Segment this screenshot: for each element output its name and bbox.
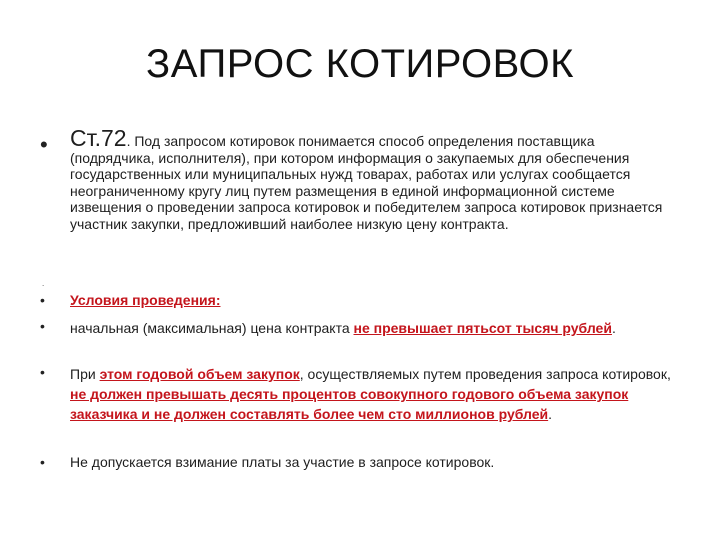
bullet-dot: • [40,132,48,157]
slide-title: ЗАПРОС КОТИРОВОК [146,42,574,86]
bullet-dot: • [40,318,45,334]
annual-volume-body-2: , осуществляемых путем проведения запроса котировок, [299,366,671,382]
definition-text [70,125,680,232]
bullet-dot: • [40,292,45,308]
price-limit-text [70,318,680,338]
bullet-dot: • [40,364,45,380]
conditions-label: Условия проведения: [70,292,221,308]
article-reference: Ст.72 [70,125,127,151]
annual-volume-text [70,364,680,424]
price-limit-end: . [611,320,616,336]
price-limit-body: начальная (максимальная) цена контракта [70,320,354,336]
annual-volume-end: . [548,406,553,422]
annual-volume-highlight-2: не должен превышать десять процентов совокупного годового объема закупок заказчика и не должен составлять более чем сто миллионов рублей [70,386,629,422]
annual-volume-body-1: При [70,366,100,382]
conditions-heading [70,292,680,309]
annual-volume-highlight-1: этом годовой объем закупок [99,366,300,382]
bullet-dot: • [40,454,45,470]
price-limit-highlight: не превышает пятьсот тысяч рублей [353,320,612,336]
definition-body: . Под запросом котировок понимается способ определения поставщика (подрядчика, исполнителя), при котором информация о закупаемых для обеспечения государственных или муниципальных нужд товарах, работах или услугах сообщается неограниченному кругу лиц путем размещения в единой информационной системе извещения о проведении запроса котировок и победителем запроса котировок признается участник закупки, предложивший наиболее низкую цену контракта. [70,133,663,232]
no-fee-text: Не допускается взимание платы за участие в запросе котировок. [70,454,495,470]
small-marker: . [42,279,45,288]
